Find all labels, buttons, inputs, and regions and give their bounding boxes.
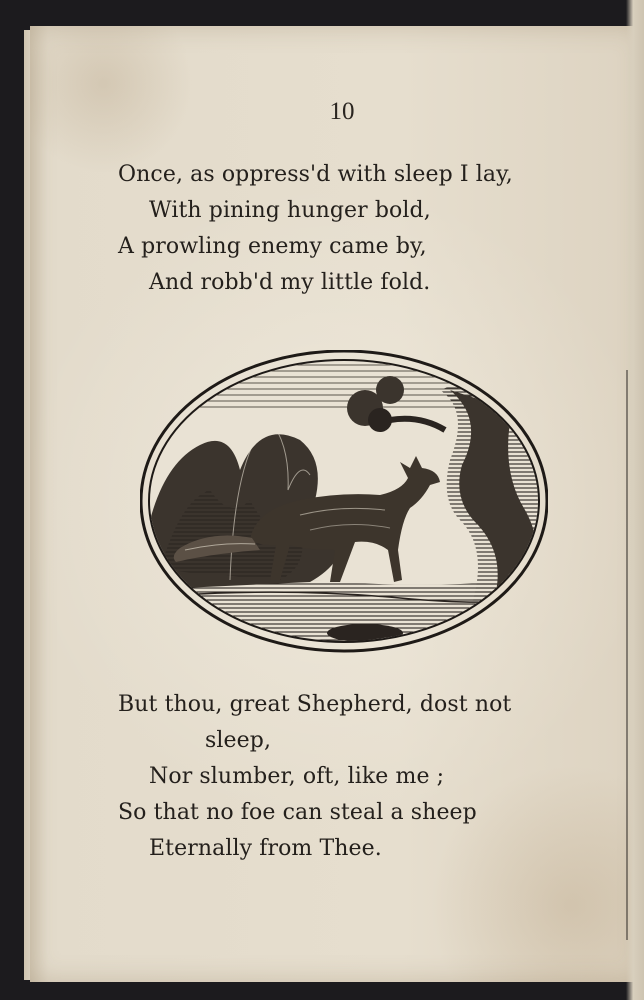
stanza-1-line-2: With pining hunger bold, [149,198,431,223]
stanza-2-line-3: Nor slumber, oft, like me ; [149,764,445,789]
stanza-2-line-4: So that no foe can steal a sheep [118,800,477,825]
page-fold [626,0,644,1000]
stanza-2-line-5: Eternally from Thee. [149,836,382,861]
stanza-2-line-2: sleep, [205,728,272,753]
stanza-1-line-3: A prowling enemy came by, [118,234,427,259]
stanza-1-line-1: Once, as oppress'd with sleep I lay, [118,162,513,187]
stanza-2-line-1: But thou, great Shepherd, dost not [118,692,512,717]
page-number: 10 [329,98,355,125]
stanza-1-line-4: And robb'd my little fold. [149,270,431,295]
fox-woodcut-icon [140,350,548,653]
page-fold-line [626,370,628,940]
